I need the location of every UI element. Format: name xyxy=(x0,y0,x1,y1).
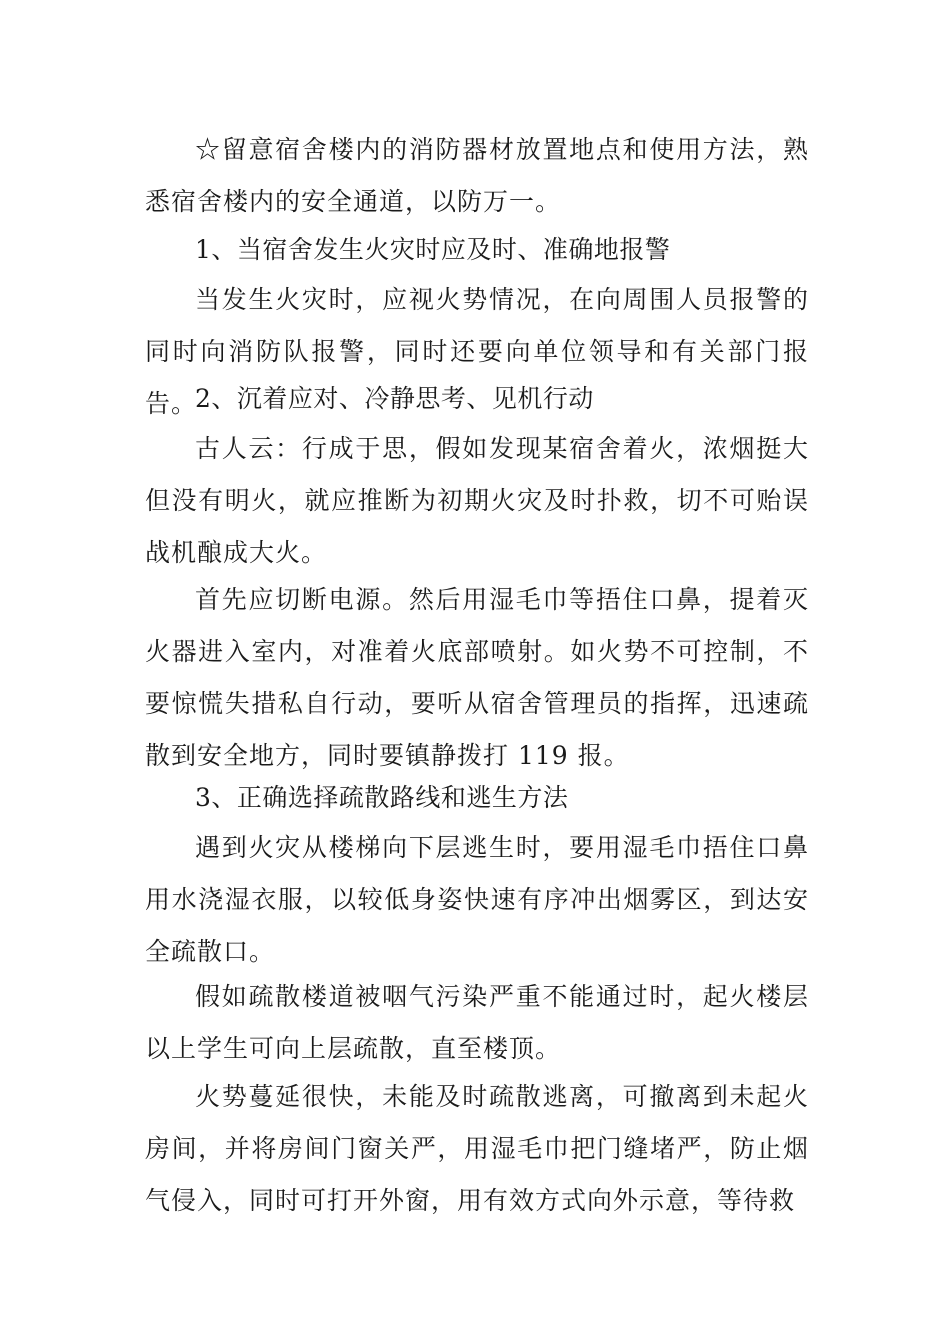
paragraph-shelter-in-room: 火势蔓延很快，未能及时疏散逃离，可撤离到未起火房间，并将房间门窗关严，用湿毛巾把门缝堵严，防止烟气侵入，同时可打开外窗，用有效方式向外示意，等待救 xyxy=(145,1082,809,1215)
heading-evacuation-route: 3、正确选择疏散路线和逃生方法 xyxy=(195,783,569,812)
heading-stay-calm: 2、沉着应对、冷静思考、见机行动 xyxy=(195,384,594,413)
paragraph-escape-upstairs: 假如疏散楼道被咽气污染严重不能通过时，起火楼层以上学生可向上层疏散，直至楼顶。 xyxy=(145,982,809,1063)
paragraph-stay-calm: 古人云：行成于思，假如发现某宿舍着火，浓烟挺大但没有明火，就应推断为初期火灾及时扑救，切不可贻误战机酿成大火。 xyxy=(145,434,809,567)
heading-report-fire: 1、当宿舍发生火灾时应及时、准确地报警 xyxy=(195,235,671,264)
paragraph-escape-downstairs: 遇到火灾从楼梯向下层逃生时，要用湿毛巾捂住口鼻用水浇湿衣服，以较低身姿快速有序冲出烟雾区，到达安全疏散口。 xyxy=(145,833,809,966)
paragraph-fire-equipment-notice: ☆留意宿舍楼内的消防器材放置地点和使用方法，熟悉宿舍楼内的安全通道，以防万一。 xyxy=(145,135,809,216)
paragraph-cut-power: 首先应切断电源。然后用湿毛巾等捂住口鼻，提着灭火器进入室内，对准着火底部喷射。如火势不可控制，不要惊慌失措私自行动，要听从宿舍管理员的指挥，迅速疏散到安全地方，同时要镇静拨打 119 报。 xyxy=(145,585,809,770)
paragraph-report-fire: 当发生火灾时，应视火势情况，在向周围人员报警的同时向消防队报警，同时还要向单位领导和有关部门报告。 xyxy=(145,285,809,418)
